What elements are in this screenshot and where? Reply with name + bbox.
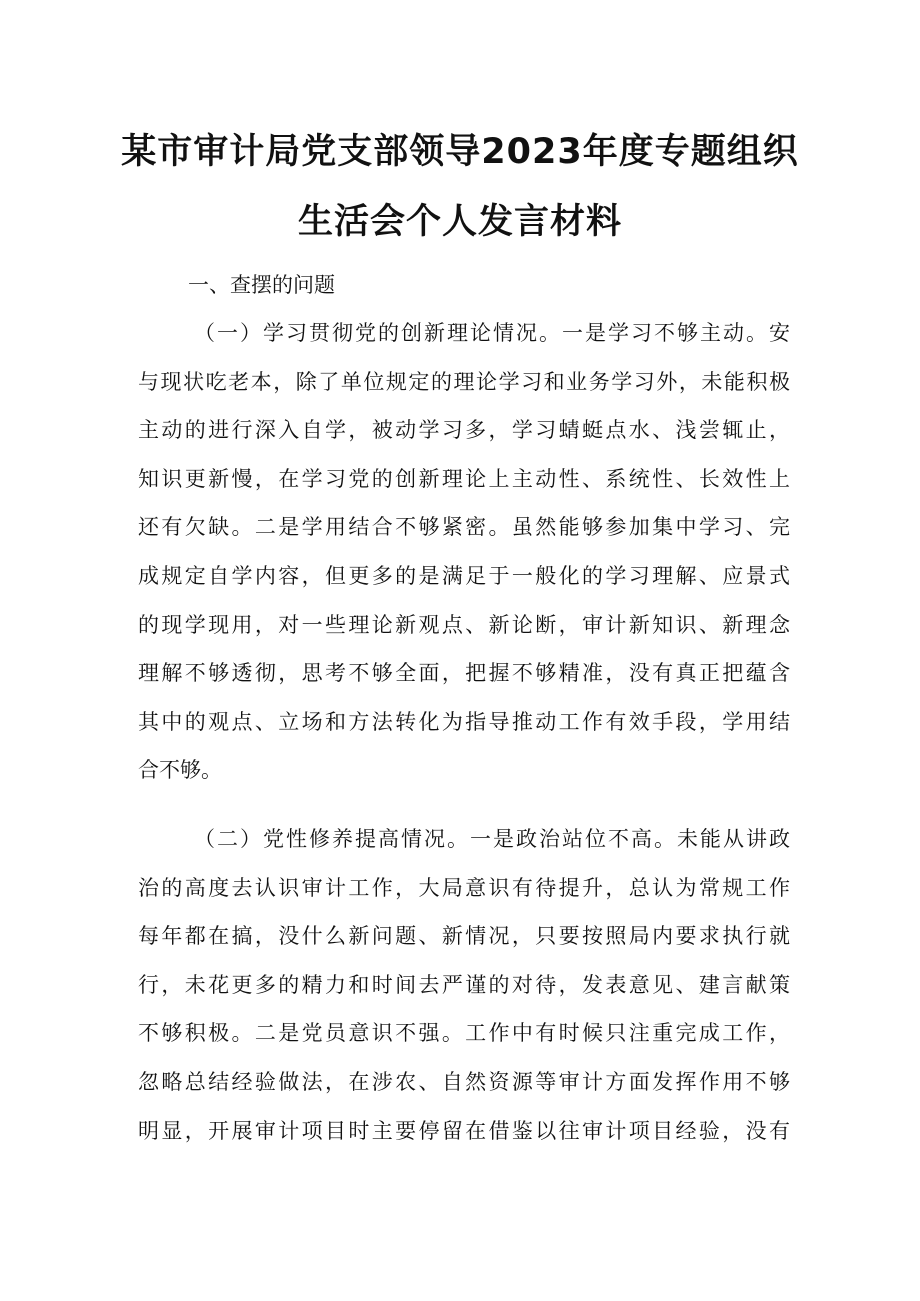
section-heading: 一、查摆的问题 (188, 273, 335, 297)
paragraph-line: 主动的进行深入自学，被动学习多，学习蜻蜓点水、浅尝辄止， (138, 418, 790, 443)
paragraph-line: 与现状吃老本，除了单位规定的理论学习和业务学习外，未能积极 (138, 369, 790, 394)
paragraph-line: 忽略总结经验做法，在涉农、自然资源等审计方面发挥作用不够 (138, 1069, 790, 1094)
paragraph-line: 知识更新慢，在学习党的创新理论上主动性、系统性、长效性上 (138, 466, 790, 491)
paragraph-party-spirit (138, 815, 790, 1155)
paragraph-line: 的现学现用，对一些理论新观点、新论断，审计新知识、新理念 (138, 612, 790, 637)
paragraph-line: 治的高度去认识审计工作，大局意识有待提升，总认为常规工作 (138, 875, 790, 900)
paragraph-line: 明显，开展审计项目时主要停留在借鉴以往审计项目经验，没有 (138, 1118, 790, 1143)
paragraph-line: 不够积极。二是党员意识不强。工作中有时候只注重完成工作， (138, 1021, 790, 1046)
paragraph-line: 其中的观点、立场和方法转化为指导推动工作有效手段，学用结 (138, 709, 790, 734)
paragraph-line: 还有欠缺。二是学用结合不够紧密。虽然能够参加集中学习、完 (138, 515, 790, 540)
document-title-line-2: 生活会个人发言材料 (297, 202, 622, 242)
document-title-line-1: 某市审计局党支部领导2023年度专题组织 (121, 132, 799, 172)
paragraph-line: （一）学习贯彻党的创新理论情况。一是学习不够主动。安 (194, 321, 790, 345)
paragraph-line: 每年都在搞，没什么新问题、新情况，只要按照局内要求执行就 (138, 924, 790, 949)
paragraph-line: （二）党性修养提高情况。一是政治站位不高。未能从讲政 (194, 827, 790, 851)
paragraph-line: 行，未花更多的精力和时间去严谨的对待，发表意见、建言献策 (138, 972, 790, 997)
paragraph-line: 成规定自学内容，但更多的是满足于一般化的学习理解、应景式 (138, 563, 790, 588)
paragraph-line: 合不够。 (138, 758, 222, 783)
paragraph-study (138, 309, 790, 795)
paragraph-line: 理解不够透彻，思考不够全面，把握不够精准，没有真正把蕴含 (138, 661, 790, 686)
